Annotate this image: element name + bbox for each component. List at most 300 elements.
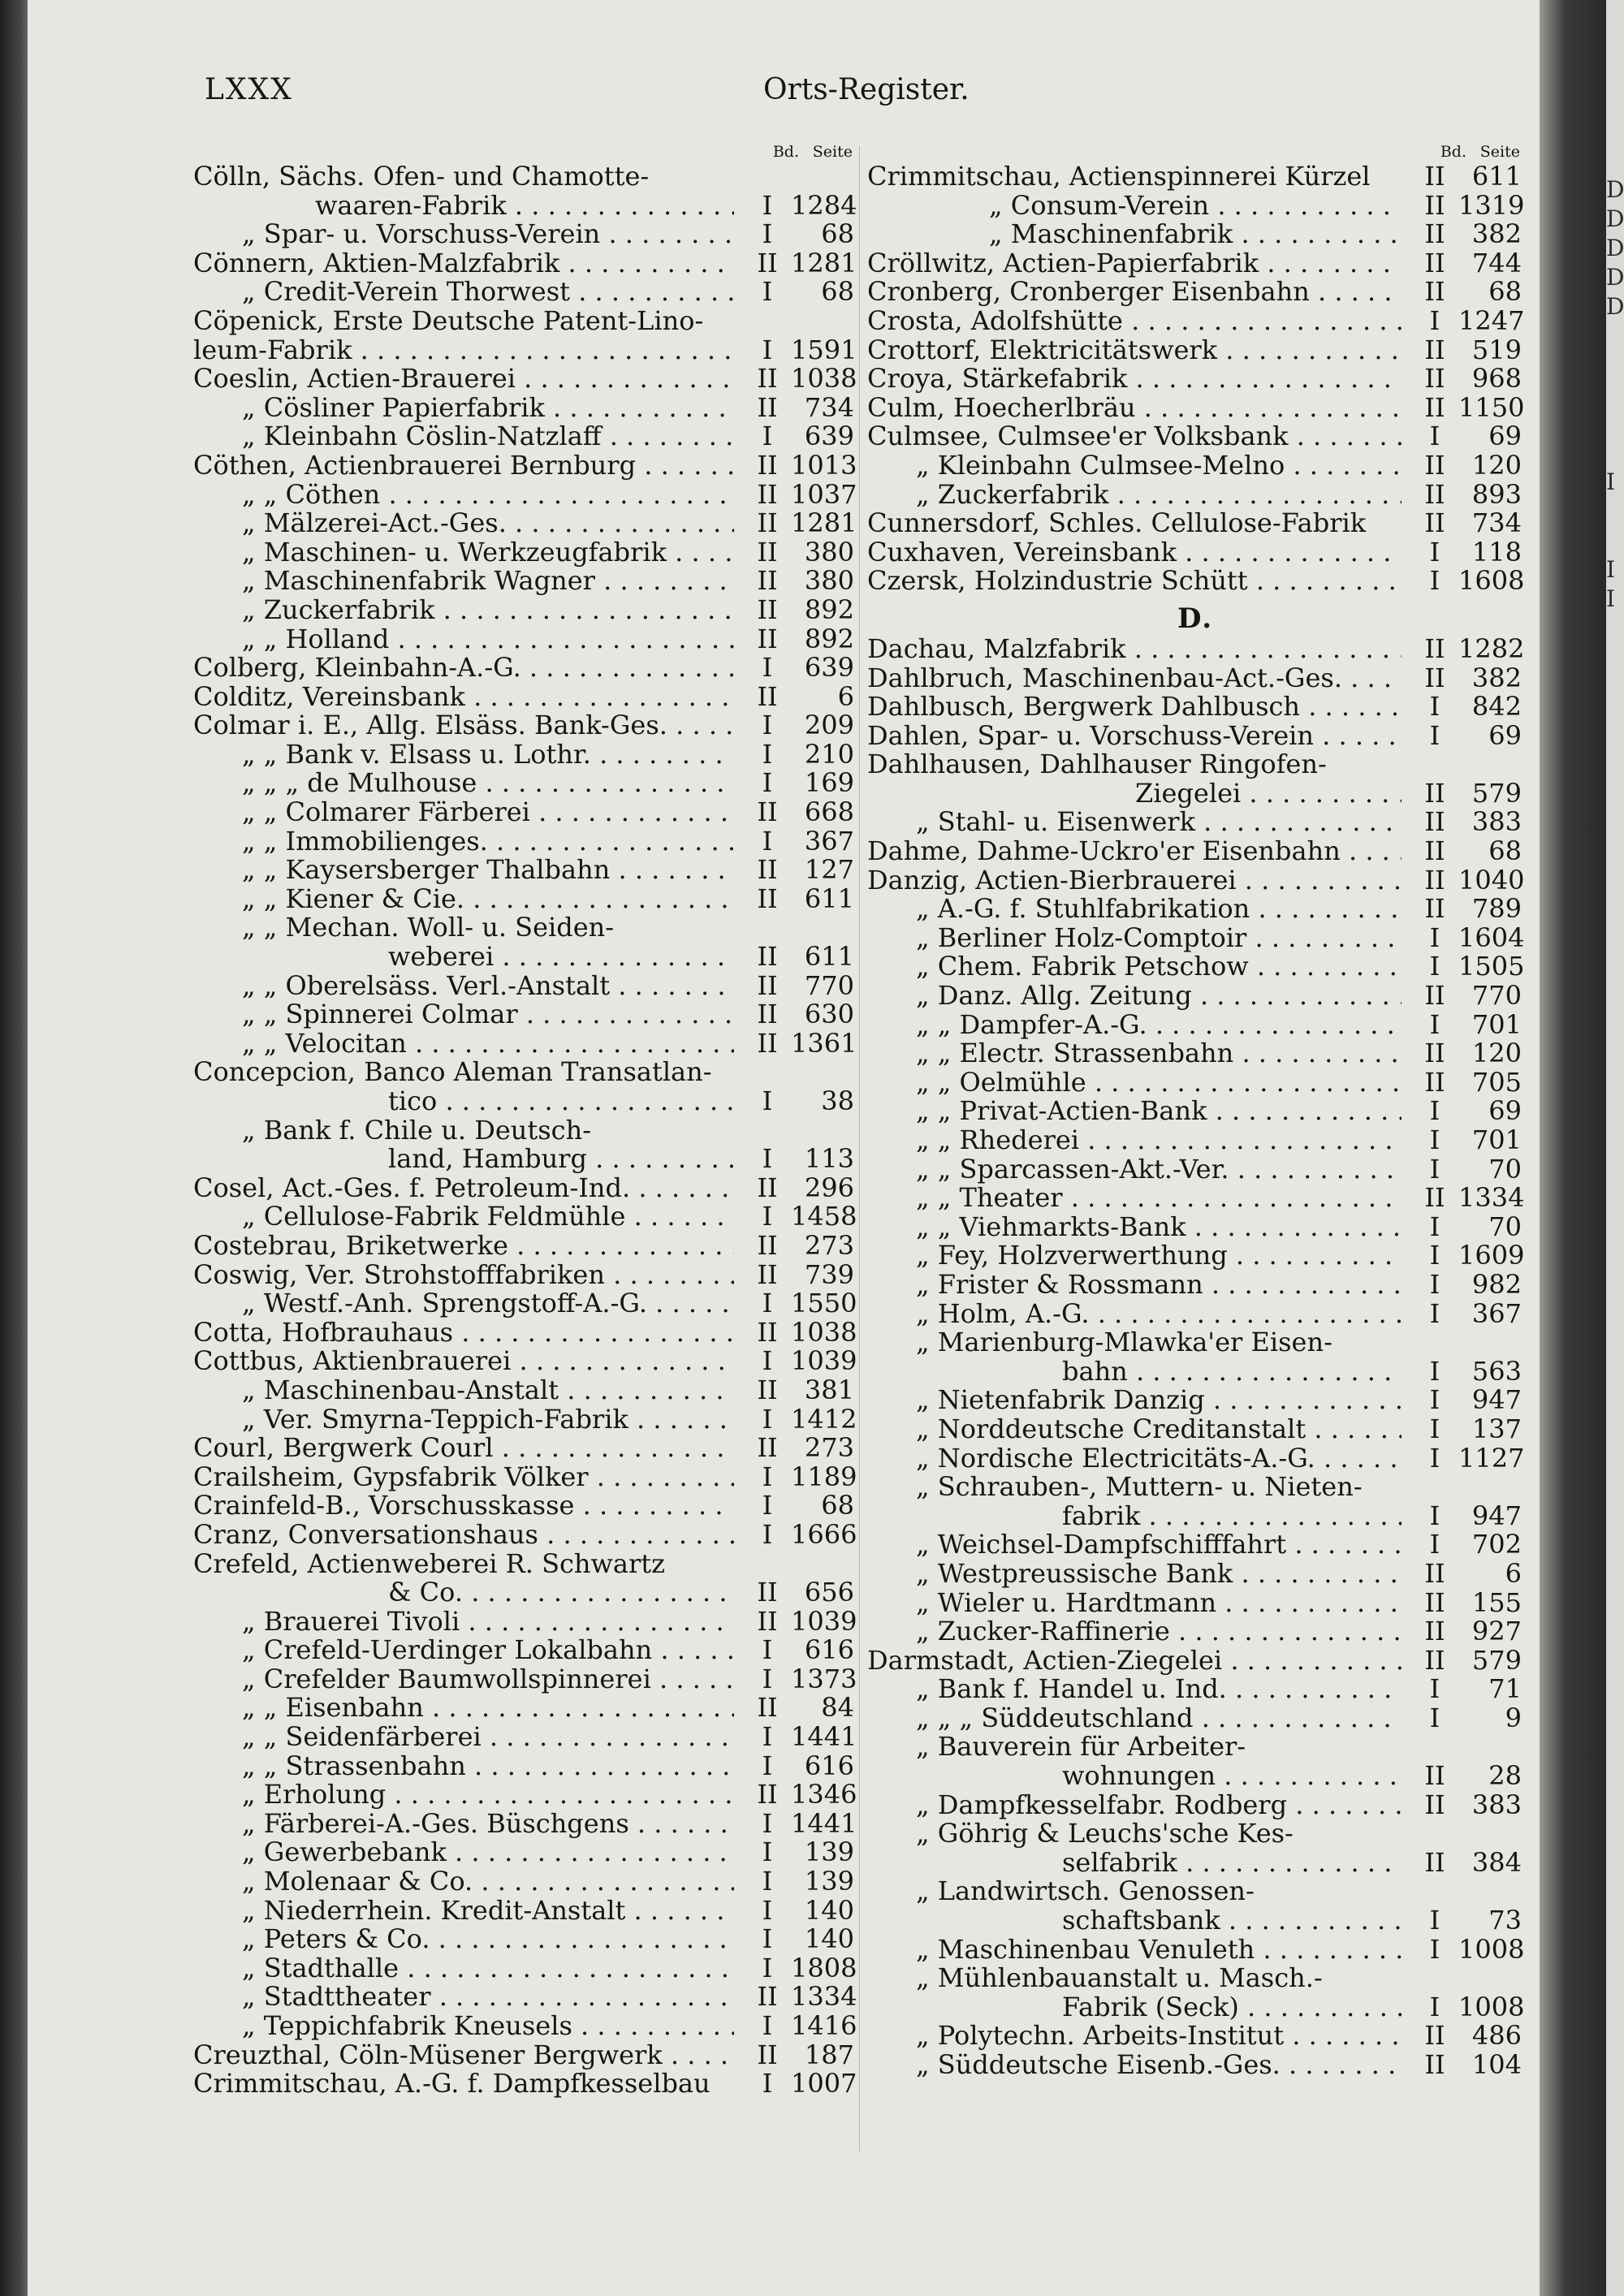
entry-name: „ Weichsel-Dampfschifffahrt . . . xyxy=(867,1530,1402,1560)
entry-volume: I xyxy=(1429,1529,1440,1560)
entry-volume: I xyxy=(762,1085,773,1116)
entry-page: 1346 xyxy=(791,1779,857,1810)
entry-volume: I xyxy=(1429,565,1440,597)
entry-volume: II xyxy=(1424,662,1445,693)
register-entry xyxy=(193,1752,856,1781)
entry-page: 1458 xyxy=(791,1201,857,1232)
entry-volume: I xyxy=(762,1143,773,1175)
entry-page: 120 xyxy=(1471,1038,1522,1069)
register-entry xyxy=(193,1116,856,1146)
entry-volume: I xyxy=(762,767,773,799)
entry-volume: I xyxy=(1429,1095,1440,1127)
entry-page: 1666 xyxy=(791,1518,857,1550)
entry-name: tico . . . xyxy=(193,1087,734,1116)
entry-volume: II xyxy=(757,247,778,278)
entry-name: „ Nietenfabrik Danzig . . . xyxy=(867,1386,1402,1415)
entry-page: 892 xyxy=(804,593,854,625)
entry-page: 519 xyxy=(1471,334,1522,365)
entry-name: „ Brauerei Tivoli . . . xyxy=(193,1608,734,1637)
register-entry xyxy=(867,1502,1523,1531)
entry-page: 120 xyxy=(1471,449,1522,481)
register-entry xyxy=(193,1550,856,1579)
entry-name: „ Bauverein für Arbeiter- xyxy=(916,1733,1246,1763)
entry-page: 486 xyxy=(1471,2020,1522,2052)
entry-page: 273 xyxy=(804,1432,854,1464)
register-entry xyxy=(867,1068,1523,1098)
register-entry xyxy=(193,220,856,249)
register-entry xyxy=(867,1704,1523,1733)
entry-name: Cöpenick, Erste Deutsche Patent-Lino- xyxy=(193,306,704,336)
entry-name: „ Zuckerfabrik . . . xyxy=(867,481,1402,510)
entry-name: „ A.-G. f. Stuhlfabrikation . . . xyxy=(867,895,1402,924)
register-entry xyxy=(867,1473,1523,1502)
register-entry xyxy=(193,1463,856,1492)
entry-name: Cönnern, Aktien-Malzfabrik . . . xyxy=(193,249,734,278)
entry-name: „ Maschinen- u. Werkzeugfabrik . . . xyxy=(193,538,734,568)
facing-page-letter xyxy=(1606,438,1624,468)
entry-volume: I xyxy=(762,1403,773,1435)
entry-page: 1591 xyxy=(791,334,857,365)
entry-volume: II xyxy=(1424,835,1445,867)
entry-name: „ Wieler u. Hardtmann . . . xyxy=(867,1589,1402,1618)
entry-page: 1039 xyxy=(791,1345,857,1377)
entry-volume: I xyxy=(1429,304,1440,336)
entry-name: „ Göhrig & Leuchs'sche Kes- xyxy=(916,1819,1294,1849)
entry-page: 70 xyxy=(1488,1211,1522,1242)
entry-volume: II xyxy=(1424,2020,1445,2052)
entry-name: „ Niederrhein. Kredit-Anstalt . . . xyxy=(193,1897,734,1926)
entry-page: 702 xyxy=(1471,1529,1522,1560)
page-number: LXXX xyxy=(205,73,293,106)
entry-name: „ Crefeld-Uerdinger Lokalbahn . . . xyxy=(193,1636,734,1665)
entry-volume: I xyxy=(1429,536,1440,568)
entry-volume: II xyxy=(1424,161,1445,192)
entry-page: 734 xyxy=(804,391,854,423)
entry-page: 668 xyxy=(804,796,854,828)
entry-name: „ Kleinbahn Cöslin-Natzlaff . . . xyxy=(193,422,734,451)
entry-page: 1247 xyxy=(1458,304,1525,336)
register-entry xyxy=(193,1838,856,1867)
entry-page: 947 xyxy=(1471,1384,1522,1416)
register-entry xyxy=(193,680,856,712)
entry-volume: II xyxy=(757,449,778,481)
entry-name: „ Cellulose-Fabrik Feldmühle . . . xyxy=(193,1202,734,1232)
entry-name: Colmar i. E., Allg. Elsäss. Bank-Ges. . . . xyxy=(193,711,734,740)
entry-volume: II xyxy=(757,680,778,712)
register-entry xyxy=(867,1733,1523,1762)
entry-name: „ Nordische Electricitäts-A.-G. . . . xyxy=(867,1444,1402,1474)
register-entry xyxy=(867,1155,1523,1185)
register-entry xyxy=(867,1297,1523,1329)
entry-name: „ Maschinenfabrik . . . xyxy=(867,220,1402,249)
entry-page: 28 xyxy=(1488,1760,1522,1792)
entry-name: „ Bank f. Handel u. Ind. . . . xyxy=(867,1675,1402,1704)
entry-name: Crefeld, Actienweberei R. Schwartz xyxy=(193,1549,665,1579)
register-entry xyxy=(193,249,856,278)
entry-page: 639 xyxy=(804,652,854,684)
entry-volume: I xyxy=(762,1721,773,1753)
register-entry xyxy=(867,1530,1523,1560)
entry-volume: I xyxy=(762,1923,773,1955)
entry-page: 1013 xyxy=(791,449,857,481)
entry-volume: I xyxy=(762,2010,773,2041)
entry-volume: II xyxy=(757,854,778,886)
entry-page: 579 xyxy=(1471,1644,1522,1676)
entry-name: Cröllwitz, Actien-Papierfabrik . . . xyxy=(867,249,1402,278)
entry-name: „ Crefelder Baumwollspinnerei . . . xyxy=(193,1665,734,1694)
entry-name: „ Zuckerfabrik . . . xyxy=(193,596,734,625)
facing-page-letter xyxy=(1606,351,1624,380)
facing-page-letter: D xyxy=(1606,235,1624,261)
facing-page-letter xyxy=(1606,497,1624,526)
register-entry xyxy=(193,1258,856,1290)
entry-volume: I xyxy=(1429,1240,1440,1271)
register-entry xyxy=(193,567,856,596)
entry-volume: II xyxy=(757,999,778,1030)
entry-page: 169 xyxy=(804,767,854,799)
entry-page: 1361 xyxy=(791,1027,857,1059)
entry-volume: I xyxy=(1429,1500,1440,1531)
entry-volume: II xyxy=(1424,1066,1445,1098)
entry-volume: I xyxy=(762,1663,773,1694)
entry-name: Concepcion, Banco Aleman Transatlan- xyxy=(193,1058,712,1087)
entry-volume: I xyxy=(762,1201,773,1232)
register-entry xyxy=(193,1229,856,1261)
register-entry xyxy=(193,2041,856,2070)
entry-page: 84 xyxy=(821,1692,854,1724)
entry-page: 382 xyxy=(1471,218,1522,250)
register-entry xyxy=(867,1241,1523,1271)
register-entry xyxy=(193,1983,856,2012)
entry-name: Cottbus, Aktienbrauerei . . . xyxy=(193,1347,734,1376)
entry-volume: II xyxy=(757,1605,778,1637)
entry-name: „ Maschinenfabrik Wagner . . . xyxy=(193,567,734,596)
register-entry xyxy=(867,1097,1523,1126)
entry-page: 1334 xyxy=(1458,1182,1525,1214)
entry-page: 68 xyxy=(821,218,854,250)
column-header xyxy=(193,143,856,162)
entry-volume: II xyxy=(757,363,778,395)
entry-page: 842 xyxy=(1471,691,1522,723)
register-entry xyxy=(193,625,856,654)
entry-volume: I xyxy=(762,1490,773,1521)
entry-page: 383 xyxy=(1471,806,1522,838)
register-entry xyxy=(193,1894,856,1926)
register-entries-right xyxy=(867,162,1523,2080)
entry-page: 70 xyxy=(1488,1153,1522,1185)
register-entry xyxy=(867,220,1523,249)
register-entry xyxy=(193,1605,857,1637)
entry-volume: I xyxy=(762,652,773,684)
register-entry xyxy=(867,1877,1523,1906)
register-entry xyxy=(193,1289,856,1318)
entry-page: 68 xyxy=(821,1490,854,1521)
entry-name: „ Spar- u. Vorschuss-Verein . . . xyxy=(193,220,734,249)
entry-name: „ „ Viehmarkts-Bank . . . xyxy=(867,1213,1402,1242)
entry-volume: I xyxy=(1429,691,1440,723)
entry-name: „ „ Eisenbahn . . . xyxy=(193,1694,734,1723)
entry-name: Croya, Stärkefabrik . . . xyxy=(867,365,1402,394)
entry-volume: I xyxy=(762,276,773,308)
column-header-bd: Bd. xyxy=(772,143,799,161)
entry-page: 947 xyxy=(1471,1500,1522,1531)
entry-name: „ „ Dampfer-A.-G. . . . xyxy=(867,1011,1402,1040)
register-entry xyxy=(867,1791,1523,1820)
entry-page: 139 xyxy=(804,1836,854,1868)
register-entry xyxy=(193,1029,856,1059)
entry-volume: I xyxy=(1429,1673,1440,1705)
entry-name: & Co. . . . xyxy=(193,1578,734,1608)
entry-name: Dahlbruch, Maschinenbau-Act.-Ges. . . . xyxy=(867,664,1402,693)
entry-page: 6 xyxy=(837,680,854,712)
register-entry xyxy=(867,664,1523,693)
register-entry xyxy=(193,1145,856,1174)
entry-name: „ Teppichfabrik Kneusels . . . xyxy=(193,2012,734,2041)
entry-page: 209 xyxy=(804,710,854,741)
register-entry xyxy=(867,1444,1523,1474)
facing-page-letter: I xyxy=(1606,468,1616,495)
entry-name: Courl, Bergwerk Courl . . . xyxy=(193,1434,734,1463)
entry-volume: II xyxy=(757,507,778,539)
entry-volume: I xyxy=(1429,719,1440,751)
register-entry xyxy=(193,1867,856,1897)
entry-volume: II xyxy=(757,1432,778,1464)
register-entry xyxy=(193,1665,856,1694)
entry-volume: II xyxy=(1424,893,1445,925)
entry-name: „ Ver. Smyrna-Teppich-Fabrik . . . xyxy=(193,1405,734,1435)
register-entry xyxy=(867,1415,1523,1444)
register-entry xyxy=(193,740,856,770)
entry-page: 1609 xyxy=(1458,1240,1525,1271)
register-entry xyxy=(193,654,856,683)
register-entry xyxy=(193,1780,856,1810)
register-entry xyxy=(867,1933,1525,1965)
entry-page: 296 xyxy=(804,1172,854,1203)
entry-name: „ „ Strassenbahn . . . xyxy=(193,1752,734,1781)
entry-volume: II xyxy=(757,391,778,423)
register-entry xyxy=(867,278,1523,307)
register-entry xyxy=(867,538,1523,568)
entry-page: 1441 xyxy=(791,1721,857,1753)
entry-volume: I xyxy=(1429,951,1440,982)
facing-page-letter xyxy=(1606,380,1624,409)
entry-name: „ Maschinenbau-Anstalt . . . xyxy=(193,1376,734,1405)
register-entry xyxy=(193,1405,856,1435)
entry-volume: I xyxy=(1429,1124,1440,1155)
entry-page: 630 xyxy=(804,999,854,1030)
entry-page: 1334 xyxy=(791,1981,857,2013)
register-entry xyxy=(193,798,856,827)
register-entry xyxy=(867,509,1523,538)
entry-name: „ Mälzerei-Act.-Ges. . . . xyxy=(193,509,734,538)
entry-name: „ Westpreussische Bank . . . xyxy=(867,1560,1402,1589)
entry-name: Crimmitschau, Actienspinnerei Kürzel xyxy=(867,162,1371,192)
entry-page: 210 xyxy=(804,738,854,770)
entry-name: „ Stadthalle . . . xyxy=(193,1954,734,1983)
register-entry xyxy=(867,1213,1523,1242)
entry-name: Creuzthal, Cöln-Müsener Bergwerk . . . xyxy=(193,2041,734,2070)
entry-page: 616 xyxy=(804,1750,854,1781)
facing-page-letter: D xyxy=(1606,293,1624,320)
entry-name: „ Stahl- u. Eisenwerk . . . xyxy=(867,808,1402,837)
facing-page-letter: I xyxy=(1606,556,1616,583)
entry-name: „ „ Sparcassen-Akt.-Ver. . . . xyxy=(867,1155,1402,1185)
entry-volume: II xyxy=(1424,632,1445,664)
column-divider xyxy=(859,146,860,2151)
column-header-seite: Seite xyxy=(1479,143,1520,161)
entry-name: Cotta, Hofbrauhaus . . . xyxy=(193,1318,734,1348)
entry-volume: I xyxy=(762,334,773,365)
entry-page: 1282 xyxy=(1458,632,1525,664)
entry-page: 113 xyxy=(804,1143,854,1175)
entry-volume: II xyxy=(757,1316,778,1348)
entry-page: 383 xyxy=(1471,1789,1522,1820)
register-entry xyxy=(867,1008,1523,1040)
register-entry xyxy=(867,1268,1523,1300)
register-entry xyxy=(193,1058,856,1087)
entry-volume: I xyxy=(1429,1384,1440,1416)
entry-page: 1416 xyxy=(791,2010,857,2041)
entry-page: 187 xyxy=(804,2039,854,2070)
entry-volume: II xyxy=(757,1577,778,1608)
entry-volume: II xyxy=(757,536,778,568)
entry-name: Dahlen, Spar- u. Vorschuss-Verein . . . xyxy=(867,722,1402,751)
entry-page: 380 xyxy=(804,565,854,597)
entry-page: 1127 xyxy=(1458,1442,1525,1474)
register-entry xyxy=(193,593,856,625)
entry-volume: I xyxy=(762,1866,773,1897)
column-header xyxy=(867,143,1523,162)
register-entry xyxy=(867,1675,1523,1704)
entry-volume: I xyxy=(1429,921,1440,953)
register-entry xyxy=(867,895,1523,924)
register-entry xyxy=(867,1386,1523,1415)
entry-page: 73 xyxy=(1488,1905,1522,1936)
entry-name: Colditz, Vereinsbank . . . xyxy=(193,683,734,712)
entry-name: „ „ „ de Mulhouse . . . xyxy=(193,769,734,798)
entry-page: 701 xyxy=(1471,1008,1522,1040)
register-entry xyxy=(867,478,1523,510)
entry-name: Crottorf, Elektricitätswerk . . . xyxy=(867,336,1402,365)
entry-volume: II xyxy=(1424,334,1445,365)
entry-volume: I xyxy=(1429,1297,1440,1329)
entry-name: „ Berliner Holz-Comptoir . . . xyxy=(867,924,1402,953)
entry-page: 705 xyxy=(1471,1066,1522,1098)
entry-page: 104 xyxy=(1471,2049,1522,2080)
entry-name: „ „ Oberelsäss. Verl.-Anstalt . . . xyxy=(193,972,734,1001)
register-entry xyxy=(193,943,856,972)
entry-page: 68 xyxy=(1488,276,1522,308)
register-entry xyxy=(867,952,1523,982)
entry-page: 611 xyxy=(804,883,854,914)
entry-name: Dahlhausen, Dahlhauser Ringofen- xyxy=(867,750,1327,779)
entry-name: „ „ Rhederei . . . xyxy=(867,1126,1402,1155)
entry-volume: I xyxy=(762,189,773,221)
entry-volume: I xyxy=(762,1345,773,1377)
register-entry xyxy=(193,538,856,568)
entry-volume: I xyxy=(762,1894,773,1926)
entry-page: 611 xyxy=(1471,161,1522,192)
entry-page: 1037 xyxy=(791,478,857,510)
register-entry xyxy=(193,1636,856,1665)
entry-name: land, Hamburg . . . xyxy=(193,1145,734,1174)
entry-volume: II xyxy=(1424,2049,1445,2080)
entry-page: 579 xyxy=(1471,777,1522,809)
register-entry xyxy=(867,693,1523,722)
register-entry xyxy=(193,827,856,857)
entry-name: bahn . . . xyxy=(867,1357,1402,1387)
entry-volume: II xyxy=(757,969,778,1001)
entry-name: Costebrau, Briketwerke . . . xyxy=(193,1232,734,1261)
entry-page: 639 xyxy=(804,421,854,452)
register-entry xyxy=(867,451,1523,481)
entry-page: 982 xyxy=(1471,1268,1522,1300)
entry-name: Coeslin, Actien-Brauerei . . . xyxy=(193,365,734,394)
entry-name: Dahme, Dahme-Uckro'er Eisenbahn . . . xyxy=(867,837,1402,866)
entry-page: 1150 xyxy=(1458,391,1525,423)
entry-name: „ „ Electr. Strassenbahn . . . xyxy=(867,1039,1402,1068)
entry-volume: II xyxy=(1424,864,1445,896)
entry-volume: II xyxy=(1424,1846,1445,1878)
entry-volume: II xyxy=(757,1258,778,1290)
entry-page: 273 xyxy=(804,1229,854,1261)
entry-name: waaren-Fabrik . . . xyxy=(193,192,734,221)
register-entry xyxy=(867,365,1523,394)
entry-volume: II xyxy=(1424,276,1445,308)
register-entry xyxy=(193,856,856,885)
register-entry xyxy=(867,1819,1523,1849)
entry-name: „ Norddeutsche Creditanstalt . . . xyxy=(867,1415,1402,1444)
entry-volume: II xyxy=(1424,247,1445,278)
entry-volume: I xyxy=(1429,1268,1440,1300)
entry-page: 6 xyxy=(1505,1557,1522,1589)
entry-name: Dahlbusch, Bergwerk Dahlbusch . . . xyxy=(867,693,1402,722)
entry-page: 656 xyxy=(804,1577,854,1608)
entry-name: „ Molenaar & Co. . . . xyxy=(193,1867,734,1897)
entry-name: Cronberg, Cronberger Eisenbahn . . . xyxy=(867,278,1402,307)
entry-name: „ Danz. Allg. Zeitung . . . xyxy=(867,982,1402,1011)
entry-name: „ „ Privat-Actien-Bank . . . xyxy=(867,1097,1402,1126)
entry-name: „ Fey, Holzverwerthung . . . xyxy=(867,1241,1402,1271)
entry-volume: I xyxy=(762,1461,773,1492)
entry-name: „ Süddeutsche Eisenb.-Ges. . . . xyxy=(867,2051,1402,2080)
entry-page: 118 xyxy=(1471,536,1522,568)
entry-page: 381 xyxy=(804,1374,854,1405)
entry-name: Culm, Hoecherlbräu . . . xyxy=(867,394,1402,423)
entry-name: „ Stadttheater . . . xyxy=(193,1983,734,2012)
entry-page: 1373 xyxy=(791,1663,857,1694)
entry-name: leum-Fabrik . . . xyxy=(193,336,734,365)
entry-name: Cranz, Conversationshaus . . . xyxy=(193,1521,734,1550)
entry-page: 1281 xyxy=(791,507,857,539)
register-entry xyxy=(867,719,1523,751)
entry-page: 1189 xyxy=(791,1461,857,1492)
entry-volume: I xyxy=(762,1836,773,1868)
entry-volume: II xyxy=(757,623,778,654)
entry-volume: II xyxy=(1424,363,1445,395)
entry-volume: II xyxy=(1424,806,1445,838)
register-entry xyxy=(193,1925,856,1954)
entry-name: „ Chem. Fabrik Petschow . . . xyxy=(867,952,1402,982)
entry-name: „ Cösliner Papierfabrik . . . xyxy=(193,394,734,423)
entry-volume: I xyxy=(1429,1008,1440,1040)
register-entry xyxy=(867,1906,1523,1936)
register-entry xyxy=(193,1578,856,1608)
entry-page: 789 xyxy=(1471,893,1522,925)
facing-page-letter: D xyxy=(1606,176,1624,203)
entry-volume: II xyxy=(1424,980,1445,1012)
entry-name: „ Zucker-Raffinerie . . . xyxy=(867,1617,1402,1646)
